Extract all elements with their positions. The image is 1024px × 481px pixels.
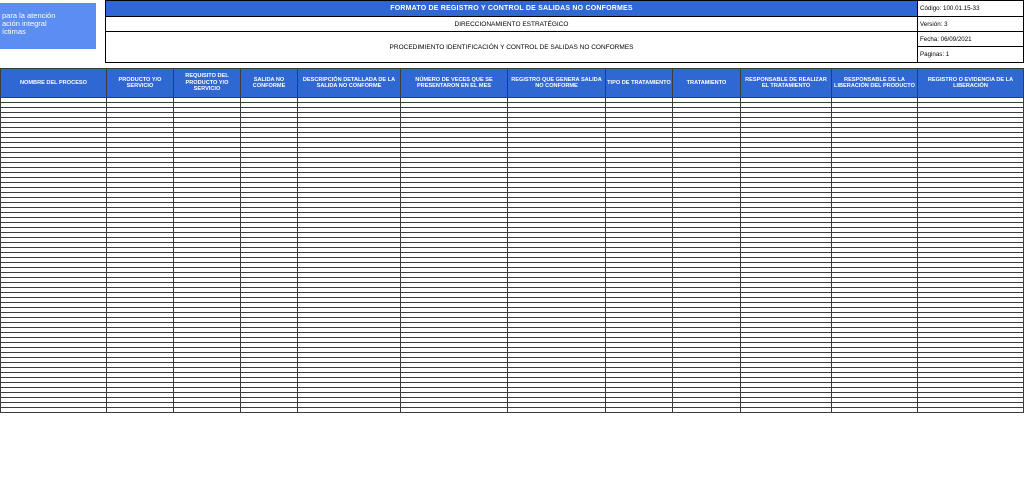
column-header: DESCRIPCIÓN DETALLADA DE LA SALIDA NO CONFORME <box>298 69 401 98</box>
logo-line: íctimas <box>2 27 26 36</box>
column-header: PRODUCTO Y/O SERVICIO <box>107 69 174 98</box>
logo <box>0 3 96 49</box>
column-header: SALIDA NO CONFORME <box>241 69 298 98</box>
version-field: Versión: 3 <box>917 16 1024 32</box>
fecha-field: Fecha: 06/09/2021 <box>917 31 1024 47</box>
table-cell[interactable] <box>107 408 174 413</box>
table-cell[interactable] <box>832 408 918 413</box>
paginas-field: Paginas: 1 <box>917 46 1024 63</box>
form-subtitle: DIRECCIONAMIENTO ESTRATÉGICO <box>105 16 918 32</box>
table-cell[interactable] <box>918 408 1024 413</box>
logo-line: ación integral <box>2 19 47 28</box>
column-header: TIPO DE TRATAMIENTO <box>606 69 673 98</box>
column-header: REGISTRO QUE GENERA SALIDA NO CONFORME <box>508 69 606 98</box>
column-header: TRATAMIENTO <box>673 69 741 98</box>
table-cell[interactable] <box>401 408 508 413</box>
table-cell[interactable] <box>606 408 673 413</box>
procedure-title: PROCEDIMIENTO IDENTIFICACIÓN Y CONTROL DE SALIDAS NO CONFORMES <box>105 31 918 63</box>
table-header-row <box>1 69 1024 98</box>
form-title: FORMATO DE REGISTRO Y CONTROL DE SALIDAS NO CONFORMES <box>105 0 918 17</box>
column-header: REQUISITO DEL PRODUCTO Y/O SERVICIO <box>174 69 241 98</box>
logo-line: para la atención <box>2 11 56 20</box>
table-cell[interactable] <box>241 408 298 413</box>
column-header: RESPONSABLE DE REALIZAR EL TRATAMIENTO <box>741 69 832 98</box>
table-cell[interactable] <box>298 408 401 413</box>
table-cell[interactable] <box>1 408 107 413</box>
column-header: NÚMERO DE VECES QUE SE PRESENTARON EN EL MES <box>401 69 508 98</box>
nonconforming-register-table <box>0 68 1024 413</box>
codigo-field: Código: 100.01.15-33 <box>917 0 1024 17</box>
table-cell[interactable] <box>174 408 241 413</box>
column-header: NOMBRE DEL PROCESO <box>1 69 107 98</box>
table-cell[interactable] <box>673 408 741 413</box>
table-cell[interactable] <box>508 408 606 413</box>
column-header: REGISTRO O EVIDENCIA DE LA LIBERACIÓN <box>918 69 1024 98</box>
table-cell[interactable] <box>741 408 832 413</box>
column-header: RESPONSABLE DE LA LIBERACIÓN DEL PRODUCTO <box>832 69 918 98</box>
table-row <box>1 408 1024 413</box>
